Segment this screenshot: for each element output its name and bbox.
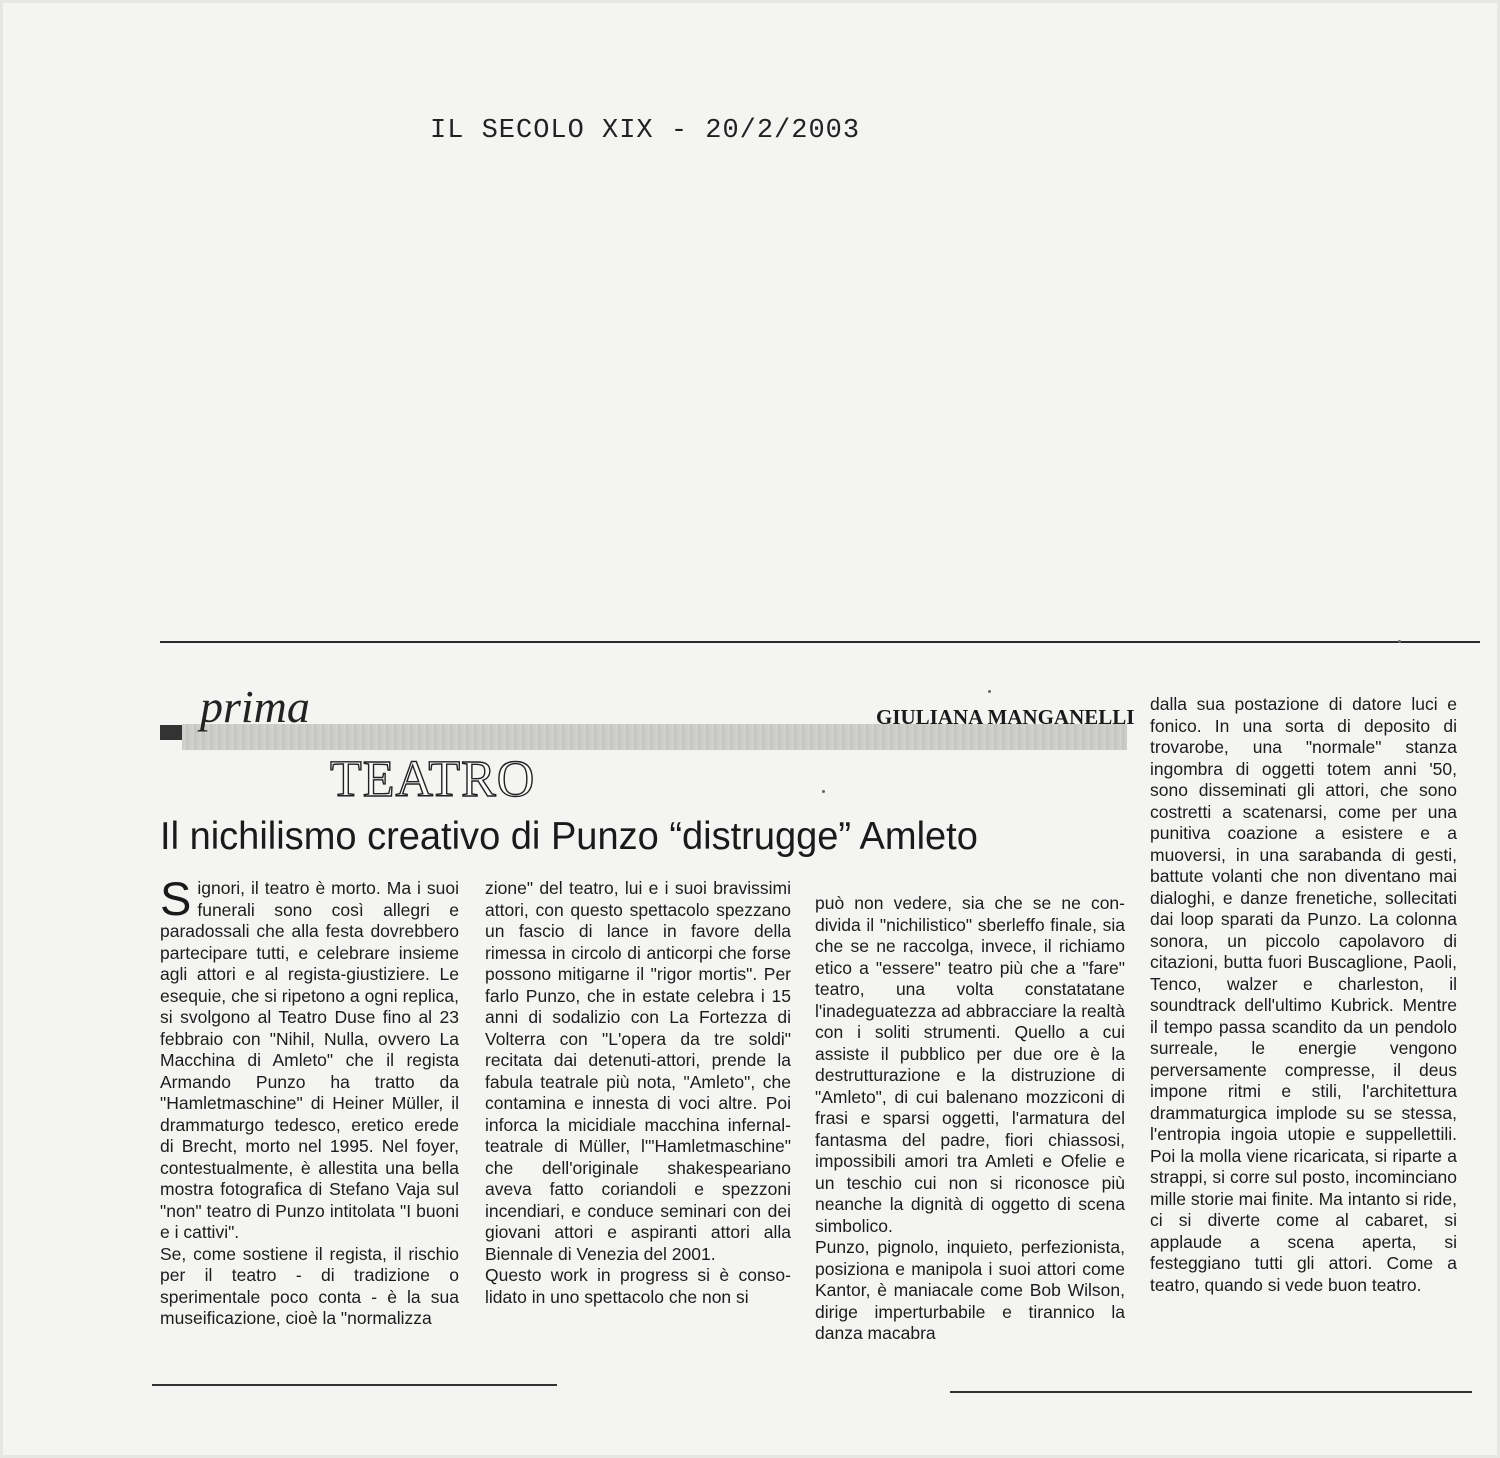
paragraph: zione" del teatro, lui e i suoi bravissimi attori, con questo spettacolo spezzano un fascio di lance in favore della rimessa in circolo di anticorpi che forse possono mitigarne il "rigor mortis". Per farlo Punzo, che in estate celebra i 15 anni di sodalizio con La Fortezza di Volterra con "L'opera da tre soldi" recitata dai detenuti-attori, prende la fabula teatrale più nota, "Amleto", che contamina e innesta di voci altre. Poi inforca la micidiale macchina infernal-teatrale di Müller, l'"Hamletmaschine" che dell'originale shakespeariano aveva fatto coriandoli e spezzoni incendiari, e conduce seminari con dei giovani attori e aspiranti attori alla Biennale di Venezia del 2001.	[485, 878, 791, 1264]
paragraph: Punzo, pignolo, inquieto, perfezionista, posiziona e manipola i suoi attori come Kantor, è maniacale come Bob Wilson, dirige imperturbabile e tirannico la danza macabra	[815, 1237, 1125, 1343]
section-label-prima: prima	[200, 681, 310, 732]
paragraph: può non vedere, sia che se ne condivida il "nichilistico" sberleffo finale, sia che se ne raccolga, invece, il richiamo etico a "essere" teatro più che a "fare" teatro, una volta constatatane l'inadeguatezza ad abbracciare la realtà con i soliti strumenti. Quello a cui assiste il pubblico per due ore è la destrutturazione e la distruzione di "Amleto", di cui balenano mozziconi di frasi e sparsi oggetti, l'armatura del fantasma del padre, fiori chiassosi, impossibili amori tra Amleti e Ofelie e un teschio cui non si riconosce più neanche la dignità di oggetto di scena simbolico.	[815, 893, 1125, 1236]
paragraph: Se, come sostiene il regista, il rischio per il teatro - di tradizione o sperimentale poco conta - è la sua museificazione, cioè la "normalizza	[160, 1243, 459, 1328]
article-column-3	[815, 893, 1125, 1345]
section-marker-square	[160, 725, 182, 740]
article-column-2	[485, 878, 791, 1308]
newspaper-masthead: IL SECOLO XIX - 20/2/2003	[430, 116, 861, 146]
article-column-4	[1150, 694, 1457, 1296]
bottom-rule-right	[950, 1391, 1472, 1393]
bottom-rule-left	[152, 1384, 557, 1386]
section-label-teatro: TEATRO	[330, 751, 536, 808]
scan-speck	[822, 790, 825, 793]
paragraph	[160, 872, 459, 1244]
article-headline: Il nichilismo creativo di Punzo “distrugge” Amleto	[160, 815, 978, 858]
drop-cap: S	[160, 872, 192, 925]
scan-speck	[988, 690, 991, 693]
paragraph-text: ignori, il teatro è morto. Ma i suoi funerali sono così allegri e paradossali che alla festa dovrebbero partecipare tutti, e celebrare insieme agli attori e al regista-giustiziere. Le esequie, che si ripetono a ogni replica, si svolgono al Teatro Duse fino al 23 febbraio con "Nihil, Nulla, ovvero La Macchina di Amleto" che il regista Armando Punzo ha tratto da "Hamletmaschine" di Heiner Müller, il drammaturgo tedesco, eretico erede di Brecht, morto nel 1995. Nel foyer, contestualmente, è allestita una bella mostra fotografica di Stefano Vaja sul "non" teatro di Punzo intitolata "I buoni e i cattivi".	[160, 878, 459, 1242]
top-rule	[160, 641, 1480, 643]
scan-speck	[1398, 640, 1401, 643]
paragraph: Questo work in progress si è consolidato in uno spettacolo che non si	[485, 1265, 791, 1307]
paragraph: dalla sua postazione di datore luci e fonico. In una sorta di deposito di trovarobe, una "normale" stanza ingombra di oggetti totem anni '50, sono disseminati gli attori, che sono costretti a scatenarsi, come per una punitiva coazione a esistere e a muoversi, in una sarabanda di gesti, battute volanti che non diventano mai dialoghi, e danze frenetiche, sollecitati dai loop sparati da Punzo. La colonna sonora, un piccolo capolavoro di citazioni, butta fuori Buscaglione, Paoli, Tenco, walzer e charleston, il soundtrack dell'ultimo Kubrick. Mentre il tempo passa scandito da un pendolo surreale, le energie vengono perversamente compresse, il deus impone ritmi e stili, l'architettura drammaturgica implode su se stessa, l'entropia ingoia utopie e suppellettili. Poi la molla viene ricaricata, si riparte a strappi, si corre sul posto, incominciano mille storie mai finite. Ma intanto si ride, ci si diverte come al cabaret, si applaude a scena aperta, si festeggiano tutti gli attori. Come a teatro, quando si vede buon teatro.	[1150, 694, 1457, 1295]
author-byline: GIULIANA MANGANELLI	[876, 705, 1135, 729]
article-column-1	[160, 872, 459, 1330]
